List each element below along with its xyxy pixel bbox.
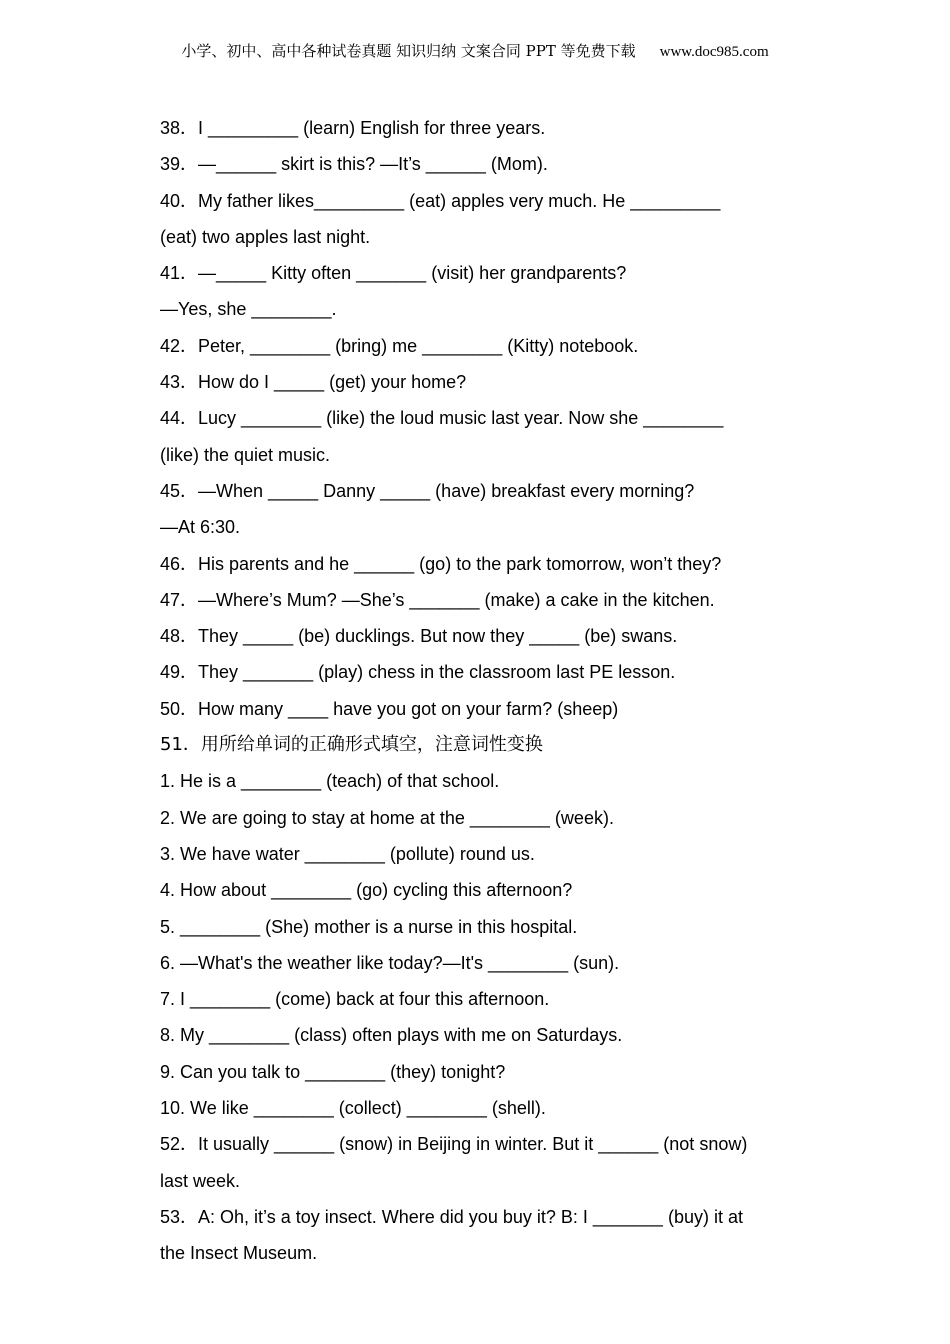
sub-question-10: 10. We like ________ (collect) ________ (shell). <box>160 1098 546 1119</box>
question-53-cont: the Insect Museum. <box>160 1243 318 1264</box>
question-44-cont: (like) the quiet music. <box>160 444 331 465</box>
sub-question-6: 6. —What's the weather like today?—It's ________ (sun). <box>160 952 620 973</box>
sub-question-3: 3. We have water ________ (pollute) round us. <box>160 843 535 864</box>
question-53: 53．A: Oh, it’s a toy insect. Where did you buy it? B: I _______ (buy) it at <box>160 1206 743 1227</box>
sub-question-1: 1. He is a ________ (teach) of that school. <box>160 771 500 792</box>
question-47: 47．—Where’s Mum? —She’s _______ (make) a cake in the kitchen. <box>160 589 715 610</box>
sub-question-8: 8. My ________ (class) often plays with me on Saturdays. <box>160 1025 623 1046</box>
question-44: 44．Lucy ________ (like) the loud music last year. Now she ________ <box>160 408 724 429</box>
header-title: 小学、初中、高中各种试卷真题 知识归纳 文案合同 PPT 等免费下载 <box>181 42 636 60</box>
sub-question-7: 7. I ________ (come) back at four this afternoon. <box>160 989 550 1010</box>
exercise-content <box>160 110 800 1272</box>
question-52-cont: last week. <box>160 1170 241 1191</box>
question-40: 40．My father likes_________ (eat) apples very much. He _________ <box>160 190 721 211</box>
question-50: 50．How many ____ have you got on your farm? (sheep) <box>160 698 619 719</box>
question-40-cont: (eat) two apples last night. <box>160 226 371 247</box>
question-41-cont: —Yes, she ________. <box>160 299 337 320</box>
question-38: 38．I _________ (learn) English for three years. <box>160 118 546 138</box>
question-48: 48．They _____ (be) ducklings. But now they _____ (be) swans. <box>160 626 678 647</box>
question-49: 49．They _______ (play) chess in the classroom last PE lesson. <box>160 662 676 683</box>
question-52: 52．It usually ______ (snow) in Beijing in winter. But it ______ (not snow) <box>160 1134 748 1155</box>
question-39: 39．—______ skirt is this? —It’s ______ (Mom). <box>160 154 548 175</box>
sub-question-9: 9. Can you talk to ________ (they) tonight? <box>160 1061 506 1082</box>
question-46: 46．His parents and he ______ (go) to the park tomorrow, won’t they? <box>160 553 722 574</box>
page-header <box>0 40 950 63</box>
question-42: 42．Peter, ________ (bring) me ________ (Kitty) notebook. <box>160 335 639 356</box>
question-45-cont: —At 6:30. <box>160 517 241 538</box>
sub-question-4: 4. How about ________ (go) cycling this afternoon? <box>160 880 573 901</box>
sub-question-5: 5. ________ (She) mother is a nurse in this hospital. <box>160 916 578 937</box>
question-51-instruction: 51．用所给单词的正确形式填空，注意词性变换 <box>160 734 543 756</box>
question-43: 43．How do I _____ (get) your home? <box>160 372 467 393</box>
header-site-url: www.doc985.com <box>659 44 769 60</box>
question-41: 41．—_____ Kitty often _______ (visit) her grandparents? <box>160 263 627 284</box>
sub-question-2: 2. We are going to stay at home at the ________ (week). <box>160 807 614 828</box>
question-45: 45．—When _____ Danny _____ (have) breakfast every morning? <box>160 480 695 501</box>
